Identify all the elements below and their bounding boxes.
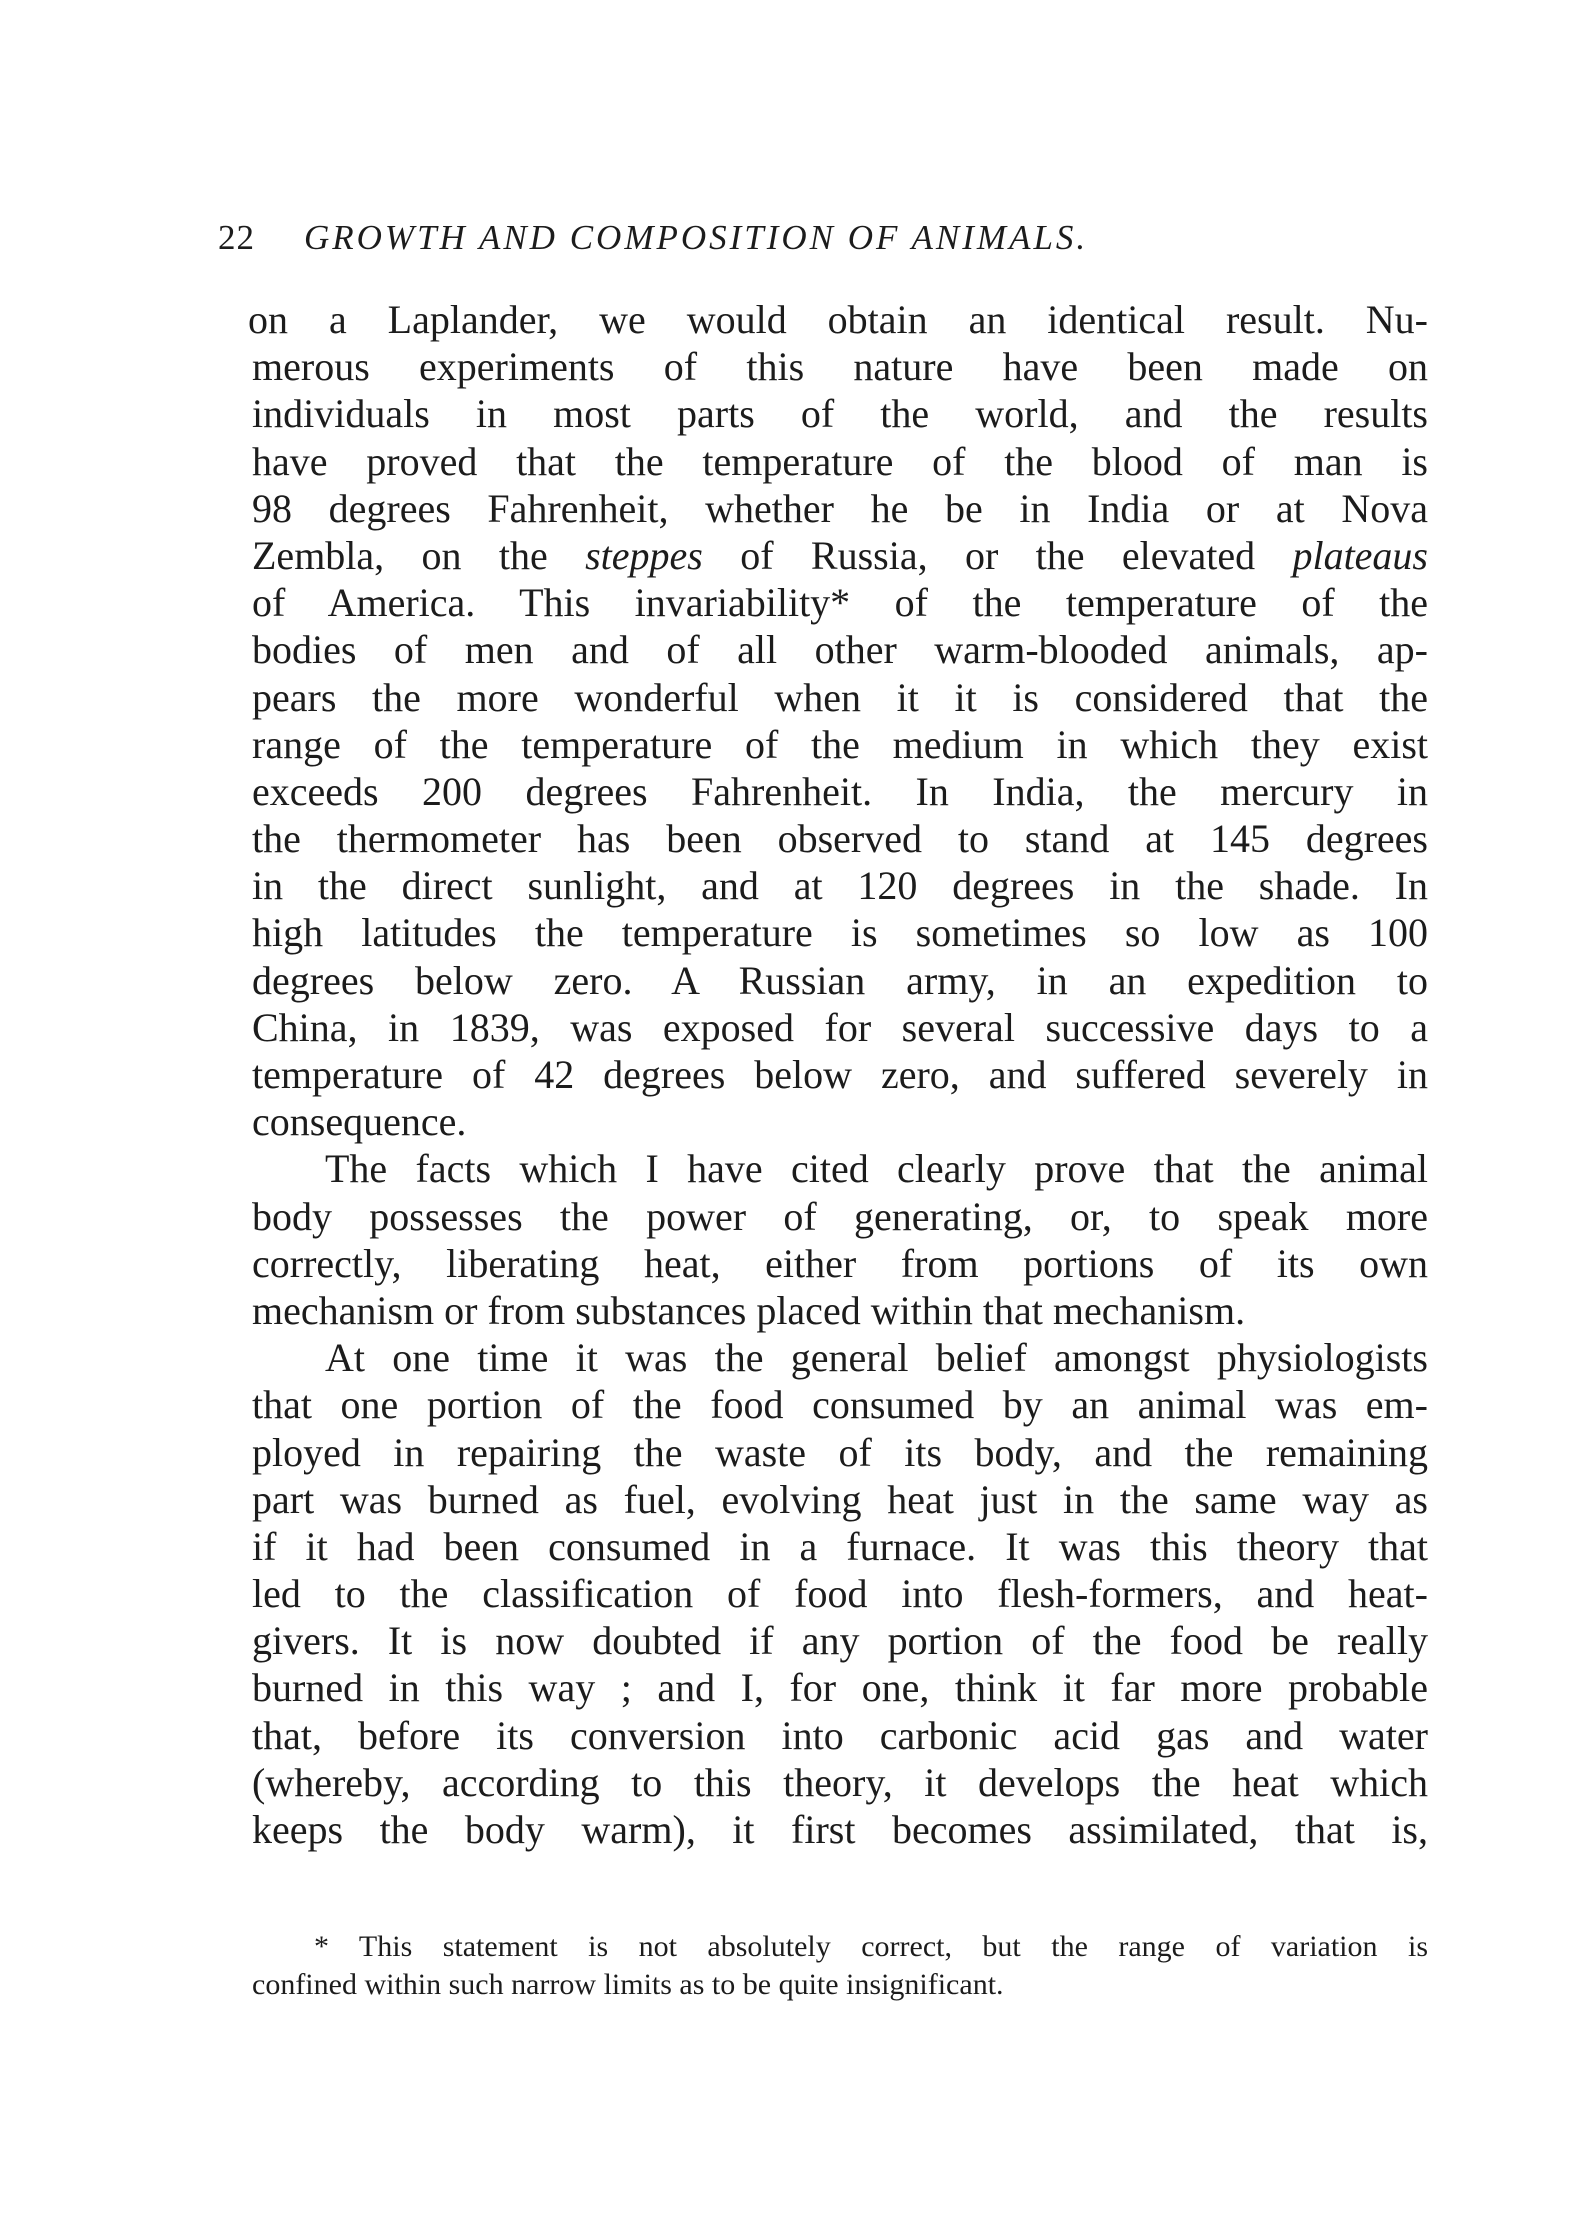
- text-line: if it had been consumed in a furnace. It was this theory that: [252, 1523, 1428, 1569]
- italic-term-plateaus: plateaus: [1292, 532, 1428, 578]
- text-line: correctly, liberating heat, either from portions of its own: [252, 1240, 1428, 1286]
- text-line: At one time it was the general belief amongst physiologists: [325, 1335, 1428, 1381]
- footnote-line: * This statement is not absolutely correct, but the range of variation is: [314, 1930, 1428, 1963]
- body-text: [248, 296, 1428, 1853]
- text-line: that, before its conversion into carbonic acid gas and water: [252, 1712, 1428, 1758]
- text-line: consequence.: [252, 1099, 467, 1145]
- text-line: of America. This invariability* of the temperature of the: [252, 580, 1428, 626]
- text-line: in the direct sunlight, and at 120 degrees in the shade. In: [252, 863, 1428, 909]
- text-line: temperature of 42 degrees below zero, and suffered severely in: [252, 1052, 1428, 1097]
- running-head: [218, 218, 1428, 268]
- text-line: keeps the body warm), it first becomes assimilated, that is,: [252, 1807, 1428, 1852]
- text-line: have proved that the temperature of the blood of man is: [252, 438, 1428, 484]
- footnote: [252, 1928, 1428, 2004]
- text-line: degrees below zero. A Russian army, in an expedition to: [252, 957, 1428, 1003]
- text-line-with-italics: [252, 532, 1428, 579]
- text-line: ployed in repairing the waste of its body, and the remaining: [252, 1429, 1428, 1475]
- text-line: high latitudes the temperature is sometimes so low as 100: [252, 910, 1428, 956]
- text-line: the thermometer has been observed to stand at 145 degrees: [252, 816, 1428, 862]
- page-number: 22: [218, 218, 255, 257]
- text-fragment: of Russia, or the elevated: [702, 532, 1293, 578]
- text-line: led to the classification of food into flesh-formers, and heat-: [252, 1571, 1428, 1617]
- text-line: that one portion of the food consumed by an animal was em-: [252, 1382, 1428, 1428]
- text-line: The facts which I have cited clearly prove that the animal: [325, 1146, 1428, 1192]
- text-line: merous experiments of this nature have been made on: [252, 344, 1428, 390]
- text-line: burned in this way ; and I, for one, think it far more probable: [252, 1665, 1428, 1711]
- text-line: on a Laplander, we would obtain an identical result. Nu-: [248, 297, 1428, 342]
- text-line: individuals in most parts of the world, and the results: [252, 391, 1428, 437]
- text-line: body possesses the power of generating, or, to speak more: [252, 1193, 1428, 1239]
- running-title: GROWTH AND COMPOSITION OF ANIMALS.: [304, 218, 1089, 257]
- text-line: exceeds 200 degrees Fahrenheit. In India, the mercury in: [252, 768, 1428, 814]
- text-line: mechanism or from substances placed within that mechanism.: [252, 1287, 1246, 1333]
- footnote-line: confined within such narrow limits as to be quite insignificant.: [252, 1968, 1004, 2001]
- text-line: givers. It is now doubted if any portion of the food be really: [252, 1618, 1428, 1664]
- text-line: range of the temperature of the medium in which they exist: [252, 721, 1428, 767]
- text-line: (whereby, according to this theory, it develops the heat which: [252, 1759, 1428, 1805]
- italic-term-steppes: steppes: [585, 532, 703, 578]
- text-line: part was burned as fuel, evolving heat just in the same way as: [252, 1476, 1428, 1522]
- text-line: bodies of men and of all other warm-blooded animals, ap-: [252, 627, 1428, 673]
- text-fragment: Zembla, on the: [252, 532, 586, 578]
- text-line: 98 degrees Fahrenheit, whether he be in India or at Nova: [252, 485, 1428, 531]
- text-line: China, in 1839, was exposed for several successive days to a: [252, 1004, 1428, 1050]
- text-line: pears the more wonderful when it it is considered that the: [252, 674, 1428, 720]
